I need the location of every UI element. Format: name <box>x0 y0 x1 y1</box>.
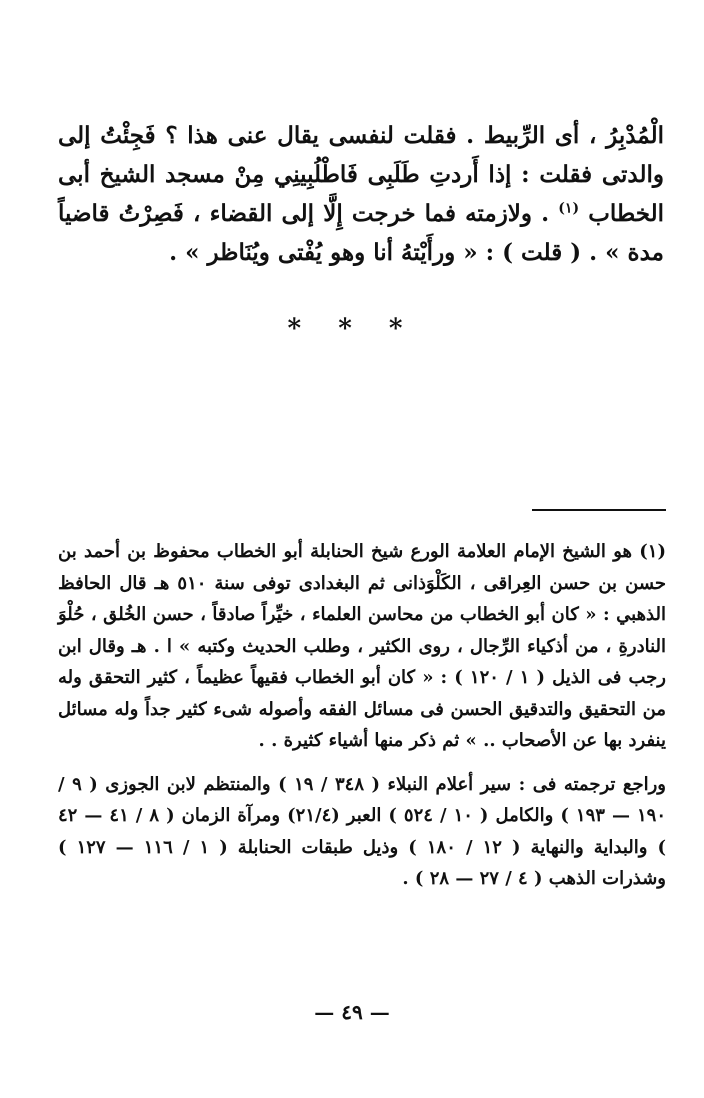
page-number: — ٤٩ — <box>314 1000 390 1024</box>
main-paragraph-end: . ولازمته فما خرجت إِلَّا إلى القضاء ، فَصِرْتُ قاضياً مدة » . ( قلت ) : « ورأَيْتهُ أنا وهو يُفْتى ويُنَاظر » . <box>58 200 664 266</box>
section-ornament: * * * <box>287 314 417 344</box>
main-paragraph <box>58 116 664 272</box>
footnotes-block <box>58 536 666 895</box>
main-text-block <box>58 116 664 272</box>
footnote-reference: (١) <box>558 200 580 217</box>
footnote-1: (١) هو الشيخ الإمام العلامة الورع شيخ الحنابلة أبو الخطاب محفوظ بن أحمد بن حسن بن حسن العِراقى ، الكَلْوَذانى ثم البغدادى توفى سنة ٥١٠ هـ قال الحافظ الذهبي : « كان أبو الخطاب من محاسن العلماء ، خيِّراً صادقاً ، حسن الخُلق ، حُلْوَ النادرةِ ، من أذكياء الرِّجال ، روى الكثير ، وطلب الحديث وكتبه » ا . هـ وقال ابن رجب فى الذيل ( ١ / ١٢٠ ) : « كان أبو الخطاب فقيهاً عظيماً ، كثير التحقق وله من التحقيق والتدقيق الحسن فى مسائل الفقه وأصوله شىء كثير جداً وله مسائل ينفرد بها عن الأصحاب .. » ثم ذكر منها أشياء كثيرة . . <box>58 541 666 751</box>
main-paragraph-text: الْمُدْبِرُ ، أى الرِّبيط . فقلت لنفسى يقال عنى هذا ؟ فَجِئْتُ إلى والدتى فقلت : إذا أَردتِ طَلَبِى فَاطْلُبِينِي مِنْ مسجد الشيخ أبى الخطاب <box>58 122 664 227</box>
footnote-references: وراجع ترجمته فى : سير أعلام النبلاء ( ٣٤٨ / ١٩ ) والمنتظم لابن الجوزى ( ٩ / ١٩٠ — ١٩٣ ) والكامل ( ١٠ / ٥٢٤ ) العبر (٢١/٤) ومرآة الزمان ( ٨ / ٤١ — ٤٢ ) والبداية والنهاية ( ١٢ / ١٨٠ ) وذيل طبقات الحنابلة ( ١ / ١١٦ — ١٢٧ ) وشذرات الذهب ( ٤ / ٢٧ — ٢٨ ) . <box>58 773 667 889</box>
footnote-divider <box>532 509 666 511</box>
